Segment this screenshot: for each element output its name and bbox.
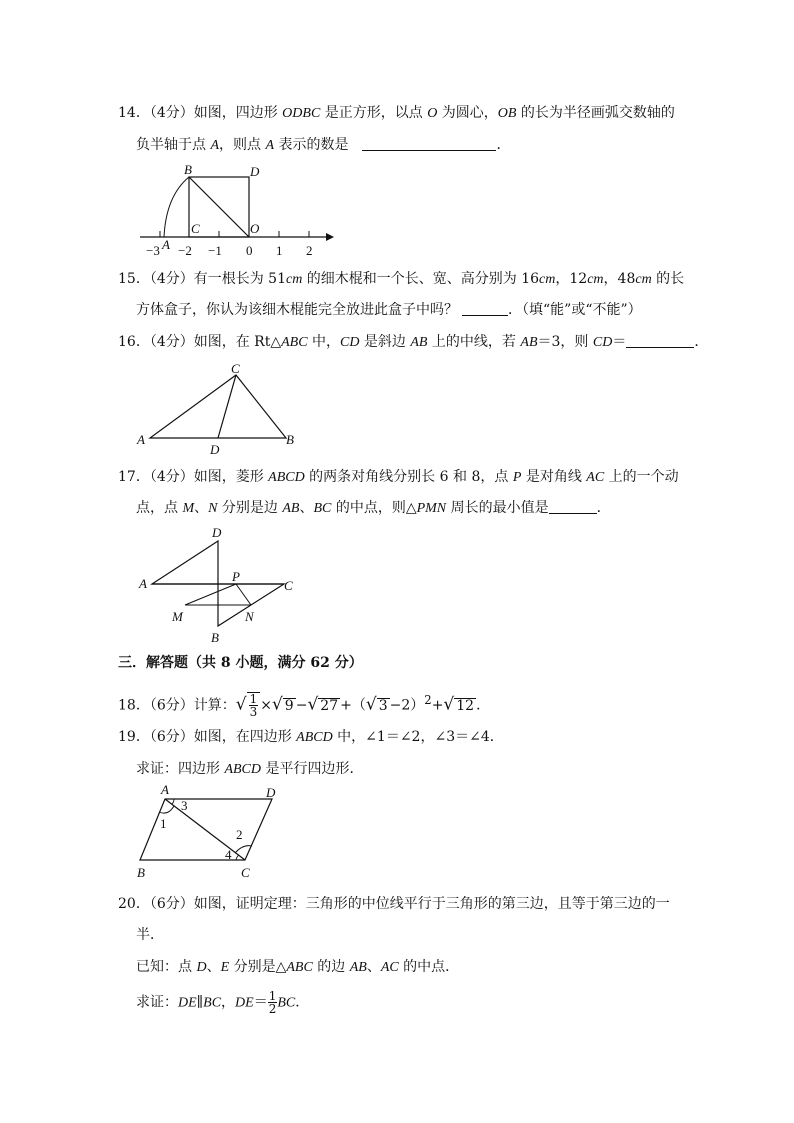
q14-text: 负半轴于点 bbox=[136, 137, 211, 153]
q15-unit: cm bbox=[539, 272, 556, 287]
fraction-numerator: 1 bbox=[268, 989, 277, 1003]
q14-text: 是正方形，以点 bbox=[320, 105, 428, 121]
q20-text: 、 bbox=[366, 959, 381, 975]
q17-var: PMN bbox=[416, 501, 447, 516]
parallel-sign: ∥ bbox=[196, 994, 204, 1011]
q15-line-1 bbox=[118, 270, 684, 289]
point-C-label: C bbox=[241, 865, 250, 880]
q19-text: 是平行四边形． bbox=[261, 761, 364, 777]
q20-text: 的边 bbox=[312, 959, 350, 975]
point-A-label: A bbox=[137, 432, 145, 447]
tick-label: 0 bbox=[246, 243, 253, 258]
q14-text: 的长为半径画弧交数轴的 bbox=[516, 105, 675, 121]
q19-text: 中，∠1＝∠2，∠3＝∠4． bbox=[332, 729, 504, 745]
q15-text: 方体盒子，你认为该细木棍能完全放进此盒子中吗？ bbox=[136, 302, 458, 318]
tick-label: −1 bbox=[208, 243, 222, 258]
q19-text: 19．（6分）如图，在四边形 bbox=[118, 729, 297, 745]
q16-var: CD bbox=[592, 335, 613, 350]
q16-text: ＝3，则 bbox=[537, 334, 593, 350]
fraction-one-half bbox=[268, 990, 278, 1015]
angle-3-label: 3 bbox=[181, 798, 188, 813]
q16-var: CD bbox=[340, 335, 360, 350]
diagonal-AC bbox=[165, 799, 245, 860]
q14-number: 14．（4分）如图，四边形 bbox=[118, 105, 283, 121]
q17-line-2 bbox=[136, 499, 611, 518]
q17-var: AC bbox=[586, 470, 605, 485]
equals-sign: ＝ bbox=[253, 994, 268, 1011]
q14-var: ODBC bbox=[282, 106, 321, 121]
q17-text: 的两条对角线分别长 6 和 8，点 bbox=[304, 469, 513, 485]
q20-var: DE bbox=[178, 995, 197, 1011]
q20-end: ． bbox=[295, 994, 310, 1011]
q17-text: 是对角线 bbox=[521, 469, 587, 485]
q16-end: ． bbox=[694, 334, 709, 350]
q17-line-1 bbox=[118, 468, 679, 487]
q16-var: ABC bbox=[281, 335, 308, 350]
sqrt-9: 9 bbox=[284, 697, 294, 714]
q19-var: ABCD bbox=[224, 762, 262, 777]
sqrt-one-third bbox=[247, 692, 261, 718]
q20-var: E bbox=[220, 960, 230, 975]
fraction-denominator: 3 bbox=[249, 705, 258, 720]
tick-label: −2 bbox=[178, 243, 192, 258]
median-CD bbox=[218, 375, 236, 438]
q16-var: AB bbox=[520, 335, 538, 350]
point-D-label: D bbox=[210, 442, 220, 457]
segment-PN bbox=[236, 584, 251, 605]
q17-var: AB bbox=[282, 501, 300, 516]
q17-var: BC bbox=[313, 501, 332, 516]
q14-text: 为圆心， bbox=[437, 105, 498, 121]
q20-line-4 bbox=[136, 990, 309, 1016]
tick-label: 1 bbox=[276, 243, 283, 258]
times-sign: × bbox=[260, 697, 272, 714]
q18-label: 18．（6分）计算： bbox=[118, 697, 236, 714]
q14-end: ． bbox=[496, 137, 511, 153]
q16-text: 上的中线，若 bbox=[427, 334, 521, 350]
angle-4-label: 4 bbox=[225, 847, 232, 862]
point-M-label: M bbox=[172, 609, 183, 624]
q16-line-1 bbox=[118, 333, 708, 352]
q15-text: ，12 bbox=[555, 271, 588, 287]
q16-text: ＝ bbox=[612, 334, 627, 350]
q14-figure bbox=[130, 160, 340, 265]
point-D-label: D bbox=[266, 785, 276, 800]
q18-end: ． bbox=[476, 697, 491, 714]
q17-var: ABCD bbox=[268, 470, 305, 485]
q20-var: ABC bbox=[286, 960, 313, 975]
q20-var: AB bbox=[349, 960, 367, 975]
q20-text: 求证： bbox=[136, 994, 178, 1011]
q15-answer-blank[interactable] bbox=[462, 302, 508, 316]
q14-var: O bbox=[427, 106, 438, 121]
point-C-label: C bbox=[231, 361, 240, 376]
q19-line-1 bbox=[118, 728, 504, 747]
q20-var: BC bbox=[203, 995, 222, 1011]
tick-label: 2 bbox=[306, 243, 313, 258]
q20-text: 、 bbox=[206, 959, 221, 975]
q16-answer-blank[interactable] bbox=[626, 334, 694, 348]
sqrt-sign-icon: √ bbox=[307, 694, 319, 715]
q18-line bbox=[118, 688, 490, 718]
q15-unit: cm bbox=[635, 272, 652, 287]
q17-text: 17．（4分）如图，菱形 bbox=[118, 469, 269, 485]
q20-text: ， bbox=[221, 994, 236, 1011]
q15-text: 的长 bbox=[651, 271, 685, 287]
plus-sign: + bbox=[431, 697, 444, 714]
plus-open-paren: +（ bbox=[340, 697, 366, 714]
q17-text: 、 bbox=[194, 500, 209, 516]
point-C-label: C bbox=[191, 221, 200, 236]
q19-figure bbox=[128, 780, 288, 882]
q17-answer-blank[interactable] bbox=[549, 500, 597, 514]
q14-var: A bbox=[210, 138, 220, 153]
sqrt-3: 3 bbox=[378, 697, 388, 714]
q20-text: 分别是△ bbox=[229, 959, 287, 975]
point-B-label: B bbox=[286, 432, 294, 447]
point-N-label: N bbox=[245, 609, 254, 624]
triangle-ABC bbox=[150, 375, 286, 438]
q15-text: 15．（4分）有一根长为 51 bbox=[118, 271, 286, 287]
q20-line-3 bbox=[136, 958, 459, 977]
section-3-title: 三．解答题（共 8 小题，满分 62 分） bbox=[118, 655, 363, 671]
point-D-label: D bbox=[250, 164, 260, 179]
q19-var: ABCD bbox=[296, 730, 333, 745]
arc-OB bbox=[164, 177, 189, 237]
tick-label: −3 bbox=[146, 243, 160, 258]
q17-text: 分别是边 bbox=[217, 500, 283, 516]
segment-MP bbox=[185, 584, 236, 605]
q14-var: OB bbox=[497, 106, 517, 121]
minus-two-close-paren: −2） bbox=[389, 697, 425, 714]
point-O-label: O bbox=[250, 221, 260, 236]
fraction-numerator: 1 bbox=[249, 692, 258, 707]
point-B-label: B bbox=[184, 162, 192, 177]
q14-line-1 bbox=[118, 104, 675, 123]
exponent: 2 bbox=[424, 693, 432, 707]
point-D-label: D bbox=[212, 525, 222, 540]
q15-text: 的细木棍和一个长、宽、高分别为 16 bbox=[302, 271, 540, 287]
q20-line-2: 半． bbox=[136, 927, 164, 943]
q17-text: 上的一个动 bbox=[604, 469, 679, 485]
point-B-label: B bbox=[211, 630, 219, 645]
axis-ticks bbox=[160, 231, 309, 237]
q15-unit: cm bbox=[286, 272, 303, 287]
q20-var: AC bbox=[380, 960, 399, 975]
point-A-label: A bbox=[161, 782, 169, 797]
q20-text: 已知：点 bbox=[136, 959, 197, 975]
q16-text: 16．（4分）如图，在 Rt△ bbox=[118, 334, 282, 350]
sqrt-sign-icon: √ bbox=[365, 694, 377, 715]
angle-3-arc bbox=[172, 799, 174, 804]
q15-text: ，48 bbox=[603, 271, 636, 287]
q15-text: ．（填“能”或“不能”） bbox=[508, 302, 642, 318]
q17-end: ． bbox=[596, 500, 611, 516]
point-P-label: P bbox=[232, 569, 240, 584]
q19-line-2 bbox=[136, 760, 363, 779]
q16-var: AB bbox=[410, 335, 428, 350]
sqrt-sign-icon: √ bbox=[443, 694, 455, 715]
q17-text: 的中点，则△ bbox=[331, 500, 417, 516]
sqrt-12: 12 bbox=[456, 697, 475, 714]
point-B-label: B bbox=[137, 865, 145, 880]
sqrt-sign-icon: √ bbox=[235, 694, 247, 715]
q16-figure bbox=[130, 358, 310, 458]
angle-1-label: 1 bbox=[160, 816, 167, 831]
point-A-label: A bbox=[162, 237, 170, 252]
point-A-label: A bbox=[139, 576, 147, 591]
axis-arrow-icon bbox=[326, 233, 334, 241]
q16-text: 是斜边 bbox=[359, 334, 411, 350]
point-C-label: C bbox=[284, 578, 293, 593]
q14-line-2 bbox=[136, 136, 510, 155]
sqrt-27: 27 bbox=[320, 697, 339, 714]
q19-text: 求证：四边形 bbox=[136, 761, 225, 777]
q17-text: 、 bbox=[299, 500, 314, 516]
angle-2-label: 2 bbox=[236, 827, 243, 842]
q20-var: BC bbox=[277, 995, 296, 1011]
q14-var: A bbox=[265, 138, 275, 153]
q15-unit: cm bbox=[587, 272, 604, 287]
q17-var: M bbox=[182, 501, 195, 516]
q17-var: N bbox=[208, 501, 218, 516]
fraction-denominator: 2 bbox=[268, 1002, 277, 1016]
q20-var: D bbox=[196, 960, 207, 975]
q20-line-1: 20．（6分）如图，证明定理：三角形的中位线平行于三角形的第三边，且等于第三边的一 bbox=[118, 896, 670, 912]
q17-figure bbox=[130, 522, 305, 647]
sqrt-sign-icon: √ bbox=[271, 694, 283, 715]
q17-var: P bbox=[512, 470, 522, 485]
q16-text: 中， bbox=[307, 334, 341, 350]
q17-text: 点，点 bbox=[136, 500, 183, 516]
q20-text: 的中点． bbox=[398, 959, 460, 975]
angle-4-arc bbox=[236, 855, 239, 860]
q17-text: 周长的最小值是 bbox=[446, 500, 549, 516]
fraction-one-third bbox=[249, 693, 259, 718]
q14-answer-blank[interactable] bbox=[362, 137, 496, 151]
q14-text: ，则点 bbox=[219, 137, 266, 153]
q20-var: DE bbox=[235, 995, 254, 1011]
minus-sign: − bbox=[295, 697, 308, 714]
q14-text: 表示的数是 bbox=[274, 137, 349, 153]
q15-line-2 bbox=[136, 301, 642, 319]
